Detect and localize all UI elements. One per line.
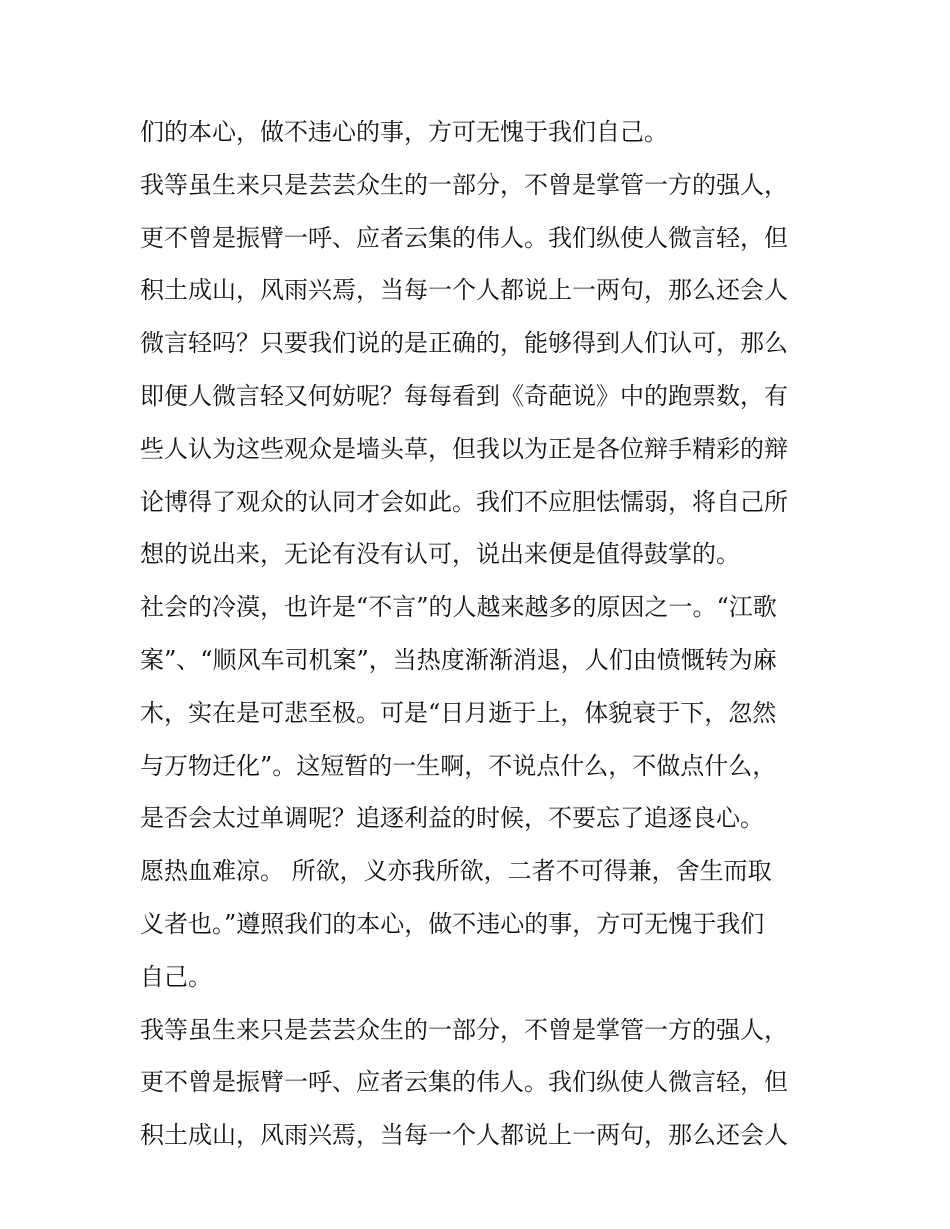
text-line: 木，实在是可悲至极。可是“日月逝于上，体貌衰于下，忽然 bbox=[140, 698, 777, 727]
text-line: 是否会太过单调呢？追逐利益的时候，不要忘了追逐良心。 bbox=[140, 804, 764, 833]
text-line: 论博得了观众的认同才会如此。我们不应胆怯懦弱，将自己所 bbox=[140, 487, 788, 516]
text-line: 义者也。”遵照我们的本心，做不违心的事，方可无愧于我们 bbox=[140, 909, 765, 938]
text-line: 社会的冷漠，也许是“不言”的人越来越多的原因之一。“江歌 bbox=[140, 593, 777, 622]
text-line: 案”、“顺风车司机案”，当热度渐渐消退，人们由愤慨转为麻 bbox=[140, 645, 777, 674]
text-line: 微言轻吗？只要我们说的是正确的，能够得到人们认可，那么 bbox=[140, 329, 788, 358]
text-line: 积土成山，风雨兴焉，当每一个人都说上一两句，那么还会人 bbox=[140, 1121, 788, 1150]
text-line: 我等虽生来只是芸芸众生的一部分，不曾是掌管一方的强人， bbox=[140, 1015, 788, 1044]
text-line: 更不曾是振臂一呼、应者云集的伟人。我们纵使人微言轻，但 bbox=[140, 223, 788, 252]
text-line: 更不曾是振臂一呼、应者云集的伟人。我们纵使人微言轻，但 bbox=[140, 1068, 788, 1097]
text-line: 与万物迁化”。这短暂的一生啊，不说点什么，不做点什么， bbox=[140, 751, 777, 780]
text-line: 即便人微言轻又何妨呢？每每看到《奇葩说》中的跑票数，有 bbox=[140, 381, 788, 410]
text-line: 愿热血难凉。 所欲，义亦我所欲，二者不可得兼，舍生而取 bbox=[140, 857, 772, 886]
text-line: 些人认为这些观众是墙头草，但我以为正是各位辩手精彩的辩 bbox=[140, 434, 788, 463]
text-line: 我等虽生来只是芸芸众生的一部分，不曾是掌管一方的强人， bbox=[140, 170, 788, 199]
text-line: 想的说出来，无论有没有认可，说出来便是值得鼓掌的。 bbox=[140, 540, 740, 569]
text-line: 们的本心，做不违心的事，方可无愧于我们自己。 bbox=[140, 118, 668, 146]
text-line: 积土成山，风雨兴焉，当每一个人都说上一两句，那么还会人 bbox=[140, 276, 788, 305]
text-line: 自己。 bbox=[140, 962, 212, 991]
essay-text bbox=[140, 106, 820, 1162]
